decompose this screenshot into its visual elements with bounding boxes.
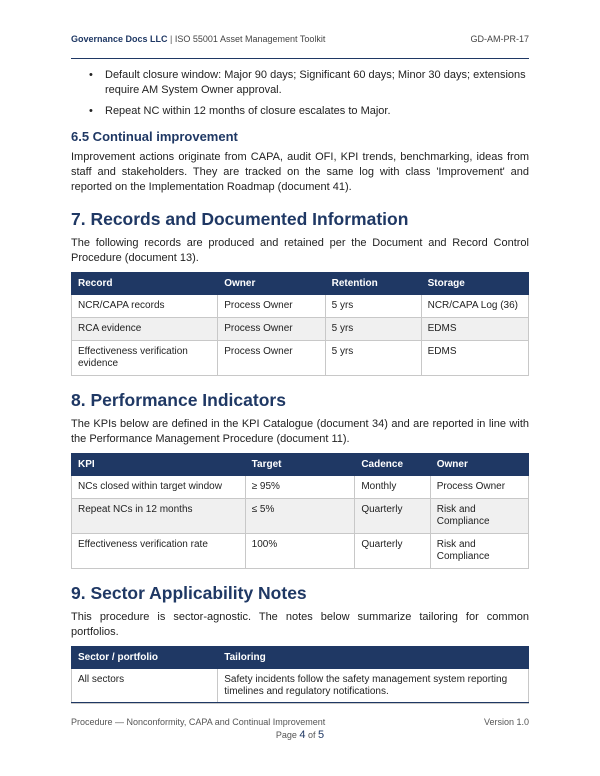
column-header: Tailoring: [218, 647, 529, 669]
of-word: of: [308, 730, 316, 740]
page-word: Page: [275, 730, 297, 740]
document-code: GD-AM-PR-17: [470, 34, 529, 44]
table-cell: EDMS: [421, 318, 528, 341]
column-header: Cadence: [355, 454, 430, 476]
section-heading-8: 8. Performance Indicators: [71, 390, 286, 410]
table-row: [72, 318, 529, 341]
column-header: KPI: [72, 454, 246, 476]
column-header: Owner: [218, 273, 325, 295]
kpi-table: [71, 453, 529, 569]
table-cell: Quarterly: [355, 499, 430, 534]
column-header: Storage: [421, 273, 528, 295]
page-current: 4: [299, 729, 306, 741]
section-heading-9: 9. Sector Applicability Notes: [71, 583, 307, 603]
table-cell: Risk and Compliance: [430, 534, 528, 569]
footer-version: Version 1.0: [483, 717, 529, 727]
table-cell: NCR/CAPA Log (36): [421, 295, 528, 318]
column-header: Record: [72, 273, 218, 295]
table-cell: 100%: [245, 534, 355, 569]
page-header: [71, 34, 529, 56]
table-cell: Repeat NCs in 12 months: [72, 499, 246, 534]
table-cell: NCs closed within target window: [72, 476, 246, 499]
section-paragraph: The KPIs below are defined in the KPI Catalogue (document 34) and are reported in line with the Performance Management Procedure (document 11).: [71, 418, 529, 445]
table-cell: Risk and Compliance: [430, 499, 528, 534]
section-heading-7: 7. Records and Documented Information: [71, 209, 409, 229]
records-table: [71, 272, 529, 376]
table-cell: All sectors: [72, 669, 218, 704]
footer-document-title: Procedure — Nonconformity, CAPA and Continual Improvement: [71, 717, 326, 727]
table-row: [72, 341, 529, 376]
table-row: [72, 534, 529, 569]
table-row: [72, 669, 529, 704]
table-cell: Effectiveness verification rate: [72, 534, 246, 569]
footer-rule: [71, 702, 529, 703]
table-cell: 5 yrs: [325, 295, 421, 318]
table-cell: Monthly: [355, 476, 430, 499]
section-paragraph: Improvement actions originate from CAPA, audit OFI, KPI trends, benchmarking, ideas from staff and stakeholders. They are tracked on the same log with class 'Improvement' and reported on the Implementation Roadmap (document 41).: [71, 151, 529, 193]
table-row: [72, 499, 529, 534]
page-content: [71, 68, 529, 704]
table-cell: Process Owner: [430, 476, 528, 499]
page-total: 5: [318, 729, 325, 741]
brand-name: Governance Docs LLC: [71, 34, 168, 44]
section-heading-6-5: 6.5 Continual improvement: [71, 129, 238, 144]
toolkit-name: ISO 55001 Asset Management Toolkit: [174, 34, 326, 44]
sector-table: [71, 646, 529, 704]
column-header: Target: [245, 454, 355, 476]
header-separator: |: [170, 34, 173, 44]
table-cell: 5 yrs: [325, 318, 421, 341]
bullet-list: [71, 68, 529, 119]
column-header: Sector / portfolio: [72, 647, 218, 669]
table-cell: Quarterly: [355, 534, 430, 569]
table-cell: Process Owner: [218, 341, 325, 376]
table-header-row: [72, 273, 529, 295]
table-cell: NCR/CAPA records: [72, 295, 218, 318]
table-cell: ≤ 5%: [245, 499, 355, 534]
bullet-item: • Repeat NC within 12 months of closure escalates to Major.: [89, 104, 529, 119]
header-rule: [71, 58, 529, 59]
bullet-item: • Default closure window: Major 90 days; Significant 60 days; Minor 30 days; extensions require AM System Owner approval.: [89, 68, 529, 98]
table-cell: EDMS: [421, 341, 528, 376]
page-number: [71, 729, 529, 741]
table-cell: Safety incidents follow the safety management system reporting timelines and regulatory notifications.: [218, 669, 529, 704]
section-paragraph: The following records are produced and retained per the Document and Record Control Procedure (document 13).: [71, 237, 529, 264]
table-row: [72, 295, 529, 318]
table-row: [72, 476, 529, 499]
table-header-row: [72, 454, 529, 476]
table-cell: Process Owner: [218, 295, 325, 318]
table-cell: ≥ 95%: [245, 476, 355, 499]
table-cell: Effectiveness verification evidence: [72, 341, 218, 376]
section-paragraph: This procedure is sector-agnostic. The notes below summarize tailoring for common portfolios.: [71, 611, 529, 638]
column-header: Owner: [430, 454, 528, 476]
column-header: Retention: [325, 273, 421, 295]
header-left: [71, 34, 325, 56]
table-header-row: [72, 647, 529, 669]
table-cell: 5 yrs: [325, 341, 421, 376]
table-cell: Process Owner: [218, 318, 325, 341]
table-cell: RCA evidence: [72, 318, 218, 341]
